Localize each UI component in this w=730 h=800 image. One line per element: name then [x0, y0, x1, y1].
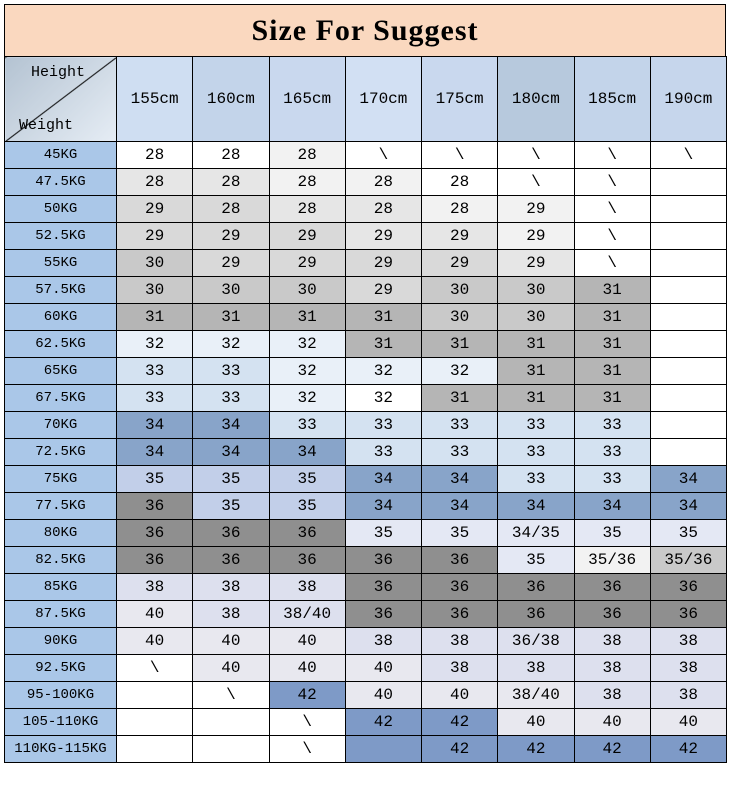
- size-cell: 38: [193, 601, 269, 628]
- table-row: [5, 493, 727, 520]
- table-row: [5, 655, 727, 682]
- weight-label: 72.5KG: [5, 439, 117, 466]
- weight-label: 75KG: [5, 466, 117, 493]
- size-cell: \: [574, 169, 650, 196]
- size-cell: 28: [193, 169, 269, 196]
- size-cell: 34: [650, 466, 726, 493]
- size-cell: 34: [269, 439, 345, 466]
- size-cell: 40: [345, 655, 421, 682]
- size-cell: 33: [269, 412, 345, 439]
- size-cell: 36: [117, 493, 193, 520]
- size-cell: [650, 439, 726, 466]
- size-cell: 29: [422, 223, 498, 250]
- size-cell: 29: [345, 223, 421, 250]
- size-cell: 36: [269, 520, 345, 547]
- weight-label: 52.5KG: [5, 223, 117, 250]
- size-cell: 32: [269, 331, 345, 358]
- size-cell: 40: [574, 709, 650, 736]
- weight-label: 47.5KG: [5, 169, 117, 196]
- size-cell: 38: [650, 682, 726, 709]
- weight-label: 55KG: [5, 250, 117, 277]
- size-cell: \: [574, 142, 650, 169]
- size-cell: 28: [345, 169, 421, 196]
- table-row: [5, 682, 727, 709]
- size-cell: 30: [422, 304, 498, 331]
- size-cell: 29: [498, 196, 574, 223]
- size-cell: 38: [574, 628, 650, 655]
- size-cell: 31: [574, 331, 650, 358]
- table-row: [5, 385, 727, 412]
- size-cell: 29: [193, 223, 269, 250]
- table-row: [5, 250, 727, 277]
- size-cell: 38: [117, 574, 193, 601]
- size-cell: \: [650, 142, 726, 169]
- size-cell: 29: [269, 250, 345, 277]
- size-cell: \: [193, 682, 269, 709]
- weight-label: 80KG: [5, 520, 117, 547]
- size-cell: 31: [574, 358, 650, 385]
- size-cell: 42: [422, 709, 498, 736]
- size-cell: \: [269, 736, 345, 763]
- size-cell: 33: [193, 358, 269, 385]
- size-cell: 38: [193, 574, 269, 601]
- size-cell: 40: [345, 682, 421, 709]
- size-cell: \: [574, 250, 650, 277]
- size-cell: 40: [650, 709, 726, 736]
- weight-axis-label: Weight: [19, 117, 74, 134]
- size-cell: [193, 709, 269, 736]
- size-cell: 38: [650, 655, 726, 682]
- size-cell: 32: [117, 331, 193, 358]
- weight-label: 50KG: [5, 196, 117, 223]
- column-header: 155cm: [117, 57, 193, 142]
- table-row: [5, 196, 727, 223]
- weight-label: 110KG-115KG: [5, 736, 117, 763]
- weight-label: 90KG: [5, 628, 117, 655]
- size-cell: 31: [422, 331, 498, 358]
- size-cell: 38: [574, 655, 650, 682]
- table-row: [5, 547, 727, 574]
- size-cell: 31: [117, 304, 193, 331]
- size-cell: 36: [345, 574, 421, 601]
- height-axis-label: Height: [31, 64, 86, 81]
- size-cell: 38/40: [269, 601, 345, 628]
- size-cell: \: [117, 655, 193, 682]
- size-cell: 40: [498, 709, 574, 736]
- size-cell: 36: [650, 574, 726, 601]
- weight-label: 70KG: [5, 412, 117, 439]
- size-cell: 34: [345, 493, 421, 520]
- size-cell: 36: [193, 520, 269, 547]
- size-cell: 30: [269, 277, 345, 304]
- size-cell: 33: [574, 439, 650, 466]
- size-cell: 29: [269, 223, 345, 250]
- size-cell: 38: [345, 628, 421, 655]
- size-cell: 38: [422, 655, 498, 682]
- size-cell: 30: [193, 277, 269, 304]
- size-cell: 34: [574, 493, 650, 520]
- size-cell: 32: [269, 358, 345, 385]
- size-cell: 34: [422, 466, 498, 493]
- size-chart: [4, 4, 726, 763]
- size-cell: 29: [498, 250, 574, 277]
- weight-label: 45KG: [5, 142, 117, 169]
- size-cell: 36: [422, 547, 498, 574]
- size-cell: 38/40: [498, 682, 574, 709]
- size-cell: 36: [269, 547, 345, 574]
- size-cell: 35: [345, 520, 421, 547]
- size-cell: 31: [574, 277, 650, 304]
- size-cell: 42: [498, 736, 574, 763]
- size-cell: 36: [345, 601, 421, 628]
- size-cell: 31: [269, 304, 345, 331]
- size-cell: 33: [345, 412, 421, 439]
- table-row: [5, 520, 727, 547]
- size-cell: 35: [498, 547, 574, 574]
- size-cell: 38: [650, 628, 726, 655]
- size-cell: 31: [498, 358, 574, 385]
- table-row: [5, 736, 727, 763]
- size-cell: 34: [117, 412, 193, 439]
- size-cell: 33: [117, 358, 193, 385]
- size-cell: 34/35: [498, 520, 574, 547]
- size-cell: 31: [574, 385, 650, 412]
- size-cell: 33: [422, 439, 498, 466]
- size-cell: 42: [269, 682, 345, 709]
- chart-title: Size For Suggest: [4, 4, 726, 57]
- size-cell: 33: [574, 412, 650, 439]
- table-row: [5, 169, 727, 196]
- weight-label: 87.5KG: [5, 601, 117, 628]
- size-cell: 30: [498, 304, 574, 331]
- size-cell: 31: [345, 304, 421, 331]
- size-cell: [650, 250, 726, 277]
- size-cell: 34: [117, 439, 193, 466]
- size-cell: 29: [498, 223, 574, 250]
- size-cell: 30: [117, 277, 193, 304]
- weight-label: 60KG: [5, 304, 117, 331]
- table-row: [5, 412, 727, 439]
- size-cell: 32: [345, 358, 421, 385]
- size-cell: 35: [193, 466, 269, 493]
- size-cell: [650, 196, 726, 223]
- size-cell: [650, 358, 726, 385]
- weight-label: 62.5KG: [5, 331, 117, 358]
- size-cell: 28: [422, 169, 498, 196]
- column-header: 185cm: [574, 57, 650, 142]
- size-cell: 35/36: [574, 547, 650, 574]
- size-cell: 29: [422, 250, 498, 277]
- size-cell: [650, 277, 726, 304]
- size-cell: 36: [574, 574, 650, 601]
- size-cell: 36: [117, 547, 193, 574]
- size-cell: 31: [574, 304, 650, 331]
- size-cell: 40: [422, 682, 498, 709]
- size-cell: [650, 169, 726, 196]
- size-cell: 42: [574, 736, 650, 763]
- size-cell: 40: [269, 628, 345, 655]
- size-cell: 35/36: [650, 547, 726, 574]
- size-cell: 28: [117, 142, 193, 169]
- table-row: [5, 628, 727, 655]
- table-row: [5, 358, 727, 385]
- size-cell: 33: [117, 385, 193, 412]
- size-cell: [117, 736, 193, 763]
- size-cell: 40: [193, 628, 269, 655]
- size-cell: [650, 385, 726, 412]
- size-cell: 34: [345, 466, 421, 493]
- size-cell: \: [345, 142, 421, 169]
- table-row: [5, 304, 727, 331]
- size-cell: 38: [574, 682, 650, 709]
- size-cell: 42: [345, 709, 421, 736]
- corner-cell: [5, 57, 117, 142]
- size-cell: 32: [193, 331, 269, 358]
- size-cell: 35: [574, 520, 650, 547]
- size-cell: 34: [422, 493, 498, 520]
- size-cell: \: [574, 196, 650, 223]
- size-cell: 40: [117, 601, 193, 628]
- size-cell: [345, 736, 421, 763]
- size-cell: 42: [422, 736, 498, 763]
- size-cell: \: [269, 709, 345, 736]
- column-header: 190cm: [650, 57, 726, 142]
- size-cell: 33: [193, 385, 269, 412]
- size-cell: \: [422, 142, 498, 169]
- size-cell: 33: [498, 466, 574, 493]
- size-cell: [650, 412, 726, 439]
- size-cell: 29: [117, 223, 193, 250]
- table-row: [5, 277, 727, 304]
- size-cell: 35: [269, 493, 345, 520]
- size-cell: 38: [422, 628, 498, 655]
- weight-label: 67.5KG: [5, 385, 117, 412]
- size-cell: [650, 223, 726, 250]
- size-cell: 31: [345, 331, 421, 358]
- size-cell: 36: [498, 601, 574, 628]
- column-header: 160cm: [193, 57, 269, 142]
- size-cell: 33: [498, 412, 574, 439]
- size-cell: 29: [345, 277, 421, 304]
- size-cell: 29: [117, 196, 193, 223]
- size-cell: 36: [345, 547, 421, 574]
- size-cell: 28: [269, 169, 345, 196]
- size-cell: \: [498, 142, 574, 169]
- size-cell: 28: [193, 196, 269, 223]
- size-cell: [193, 736, 269, 763]
- size-cell: 35: [193, 493, 269, 520]
- column-header: 180cm: [498, 57, 574, 142]
- size-cell: \: [574, 223, 650, 250]
- size-cell: 36: [193, 547, 269, 574]
- weight-label: 82.5KG: [5, 547, 117, 574]
- table-row: [5, 466, 727, 493]
- size-cell: 34: [193, 439, 269, 466]
- size-cell: \: [498, 169, 574, 196]
- size-cell: 33: [574, 466, 650, 493]
- table-row: [5, 439, 727, 466]
- size-cell: 30: [117, 250, 193, 277]
- size-cell: 33: [345, 439, 421, 466]
- weight-label: 57.5KG: [5, 277, 117, 304]
- size-cell: 29: [345, 250, 421, 277]
- size-cell: 28: [193, 142, 269, 169]
- size-cell: 33: [498, 439, 574, 466]
- size-cell: 36: [498, 574, 574, 601]
- size-cell: 40: [117, 628, 193, 655]
- size-cell: 35: [650, 520, 726, 547]
- size-cell: 35: [422, 520, 498, 547]
- column-header: 170cm: [345, 57, 421, 142]
- table-row: [5, 574, 727, 601]
- size-cell: 36/38: [498, 628, 574, 655]
- size-cell: 29: [193, 250, 269, 277]
- size-cell: 31: [193, 304, 269, 331]
- table-row: [5, 223, 727, 250]
- size-cell: 40: [193, 655, 269, 682]
- weight-label: 105-110KG: [5, 709, 117, 736]
- size-cell: 31: [422, 385, 498, 412]
- size-cell: 42: [650, 736, 726, 763]
- weight-label: 95-100KG: [5, 682, 117, 709]
- size-cell: 33: [422, 412, 498, 439]
- size-cell: [117, 682, 193, 709]
- size-cell: 38: [269, 574, 345, 601]
- size-cell: 36: [574, 601, 650, 628]
- table-row: [5, 601, 727, 628]
- size-cell: 32: [269, 385, 345, 412]
- table-row: [5, 331, 727, 358]
- size-cell: 28: [345, 196, 421, 223]
- size-cell: 35: [269, 466, 345, 493]
- table-row: [5, 709, 727, 736]
- size-cell: 40: [269, 655, 345, 682]
- size-cell: 36: [650, 601, 726, 628]
- size-cell: 36: [117, 520, 193, 547]
- size-cell: [650, 304, 726, 331]
- weight-label: 65KG: [5, 358, 117, 385]
- size-cell: 31: [498, 385, 574, 412]
- weight-label: 77.5KG: [5, 493, 117, 520]
- size-cell: 30: [498, 277, 574, 304]
- size-cell: 32: [422, 358, 498, 385]
- size-cell: [650, 331, 726, 358]
- size-cell: 32: [345, 385, 421, 412]
- weight-label: 85KG: [5, 574, 117, 601]
- weight-label: 92.5KG: [5, 655, 117, 682]
- size-cell: 31: [498, 331, 574, 358]
- size-cell: 36: [422, 574, 498, 601]
- size-cell: 28: [269, 142, 345, 169]
- column-header: 175cm: [422, 57, 498, 142]
- size-cell: 28: [269, 196, 345, 223]
- size-cell: 34: [650, 493, 726, 520]
- size-cell: 34: [193, 412, 269, 439]
- size-cell: 38: [498, 655, 574, 682]
- size-cell: 28: [117, 169, 193, 196]
- size-cell: 35: [117, 466, 193, 493]
- size-cell: 36: [422, 601, 498, 628]
- size-cell: 34: [498, 493, 574, 520]
- column-header: 165cm: [269, 57, 345, 142]
- size-cell: 30: [422, 277, 498, 304]
- size-cell: [117, 709, 193, 736]
- size-cell: 28: [422, 196, 498, 223]
- table-row: [5, 142, 727, 169]
- size-table: [4, 56, 727, 763]
